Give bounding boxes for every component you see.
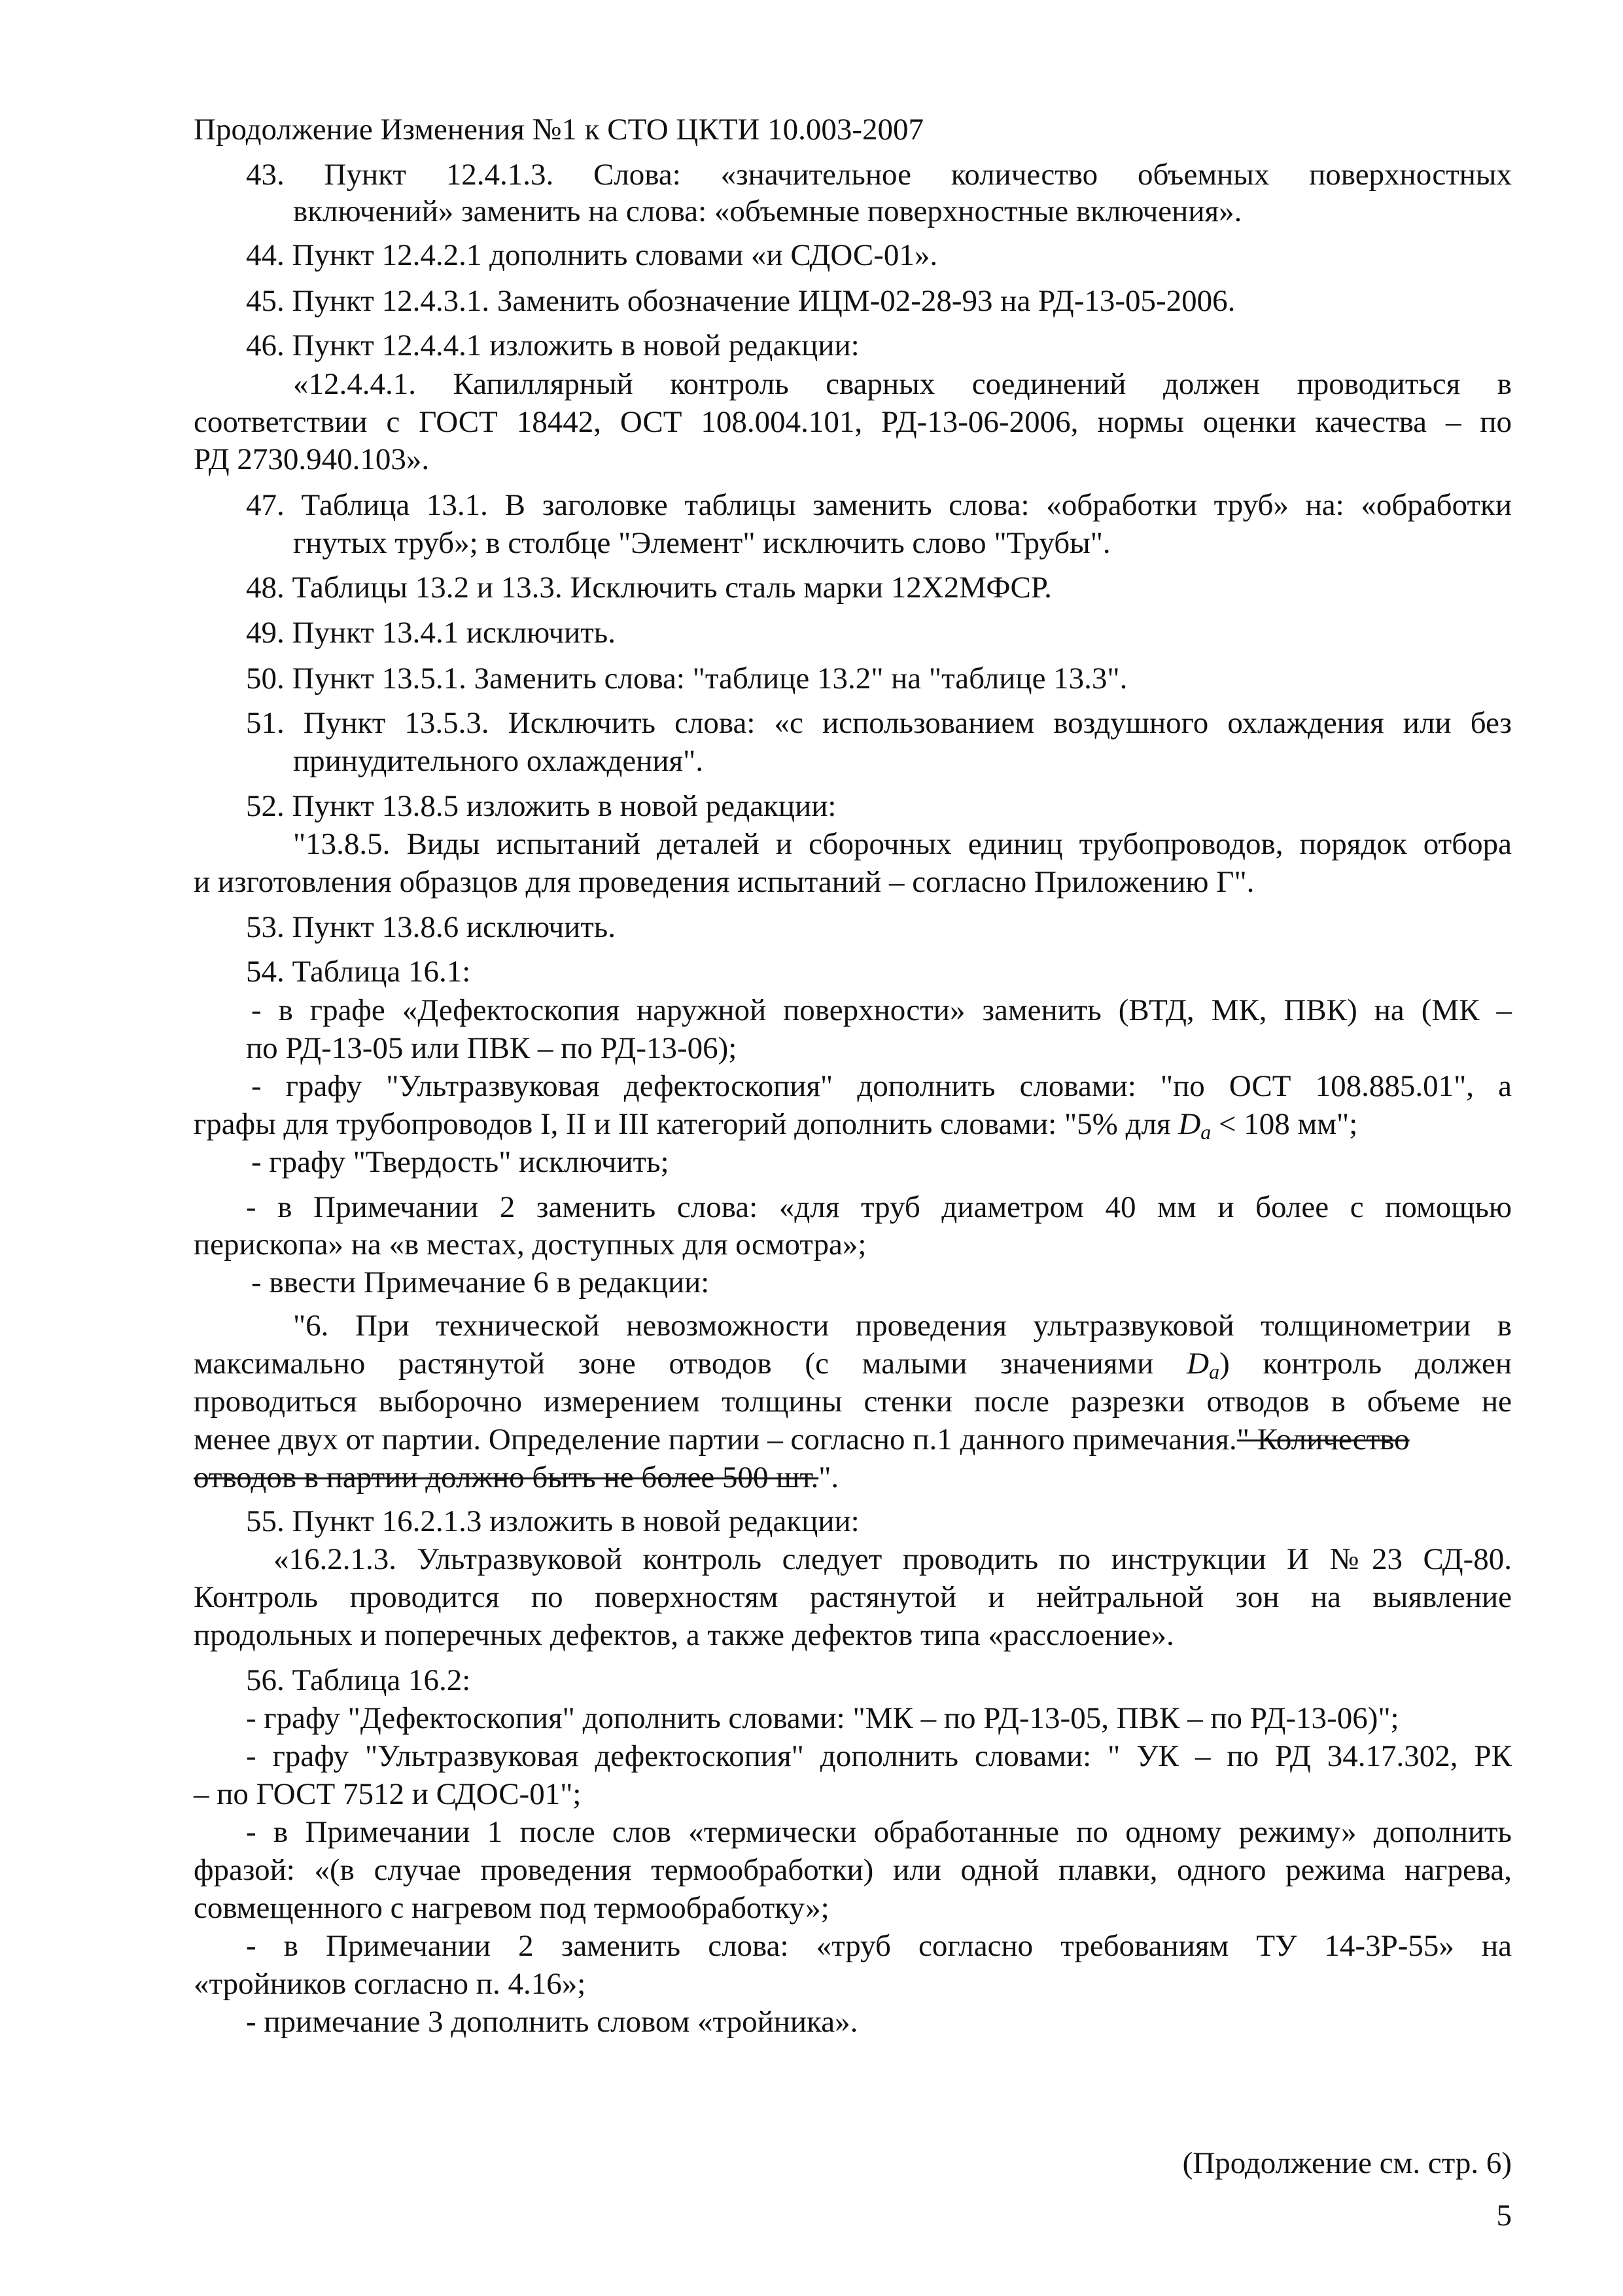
item-54-line-10: "6. При технической невозможности проведения ультразвуковой толщинометрии в xyxy=(293,1309,1512,1343)
item-56-line-9: «тройников согласно п. 4.16»; xyxy=(194,1967,586,2001)
item-43-word: 43. Пункт xyxy=(246,158,406,192)
item-54-line-5-text: графы для трубопроводов I, II и III категорий дополнить словами: "5% для xyxy=(194,1107,1179,1141)
item-54-line-11-tail: ) контроль должен xyxy=(1219,1347,1512,1381)
item-54-line-4: - графу "Ультразвуковая дефектоскопия" дополнить словами: "по ОСТ 108.885.01", а xyxy=(251,1069,1512,1103)
item-54-line-11 xyxy=(194,1344,1512,1383)
item-54-line-5 xyxy=(194,1104,1357,1144)
item-54-line-13 xyxy=(194,1420,1410,1459)
item-54-line-11-text: максимально растянутой зоне отводов (с малыми значениями xyxy=(194,1347,1187,1381)
item-43-word: Слова: xyxy=(593,158,681,192)
item-54-line-2: - в графе «Дефектоскопия наружной поверхности» заменить (ВТД, МК, ПВК) на (МК – xyxy=(251,993,1512,1027)
struck-text: " Количество xyxy=(1236,1422,1410,1457)
item-50: 50. Пункт 13.5.1. Заменить слова: "таблице 13.2" на "таблице 13.3". xyxy=(246,662,1128,696)
item-51-line-2: принудительного охлаждения". xyxy=(293,744,704,778)
item-54-line-9: - ввести Примечание 6 в редакции: xyxy=(251,1265,710,1299)
item-55-line-4: продольных и поперечных дефектов, а также дефектов типа «расслоение». xyxy=(194,1618,1174,1652)
item-46-line-3: соответствии с ГОСТ 18442, ОСТ 108.004.101, РД-13-06-2006, нормы оценки качества – по xyxy=(194,405,1512,439)
item-51-line-1: 51. Пункт 13.5.3. Исключить слова: «с использованием воздушного охлаждения или без xyxy=(246,706,1512,740)
item-56-line-6: фразой: «(в случае проведения термообработки) или одной плавки, одного режима нагрева, xyxy=(194,1853,1512,1887)
item-52-line-1: 52. Пункт 13.8.5 изложить в новой редакции: xyxy=(246,789,837,823)
item-45: 45. Пункт 12.4.3.1. Заменить обозначение ИЦМ-02-28-93 на РД-13-05-2006. xyxy=(246,284,1236,318)
item-53: 53. Пункт 13.8.6 исключить. xyxy=(246,910,616,944)
item-55-line-3: Контроль проводится по поверхностям растянутой и нейтральной зон на выявление xyxy=(194,1580,1512,1614)
item-56-line-4: – по ГОСТ 7512 и СДОС-01"; xyxy=(194,1777,582,1811)
item-54-line-5-tail: < 108 мм"; xyxy=(1211,1107,1358,1141)
item-56-line-2: - графу "Дефектоскопия" дополнить словами: "МК – по РД-13-05, ПВК – по РД-13-06)"; xyxy=(246,1701,1399,1735)
item-54-line-6: - графу "Твердость" исключить; xyxy=(251,1145,669,1179)
item-56-line-5: - в Примечании 1 после слов «термически обработанные по одному режиму» дополнить xyxy=(246,1815,1512,1849)
item-46-line-2: «12.4.4.1. Капиллярный контроль сварных соединений должен проводиться в xyxy=(293,367,1512,401)
item-56-line-1: 56. Таблица 16.2: xyxy=(246,1663,471,1697)
diameter-symbol: D xyxy=(1178,1107,1201,1141)
item-56-line-10: - примечание 3 дополнить словом «тройника». xyxy=(246,2005,858,2039)
item-43-word: объемных xyxy=(1137,158,1270,192)
item-43-word: поверхностных xyxy=(1309,158,1512,192)
diameter-symbol: D xyxy=(1187,1347,1210,1381)
item-55-line-2: «16.2.1.3. Ультразвуковой контроль следует проводить по инструкции И №23 СД-80. xyxy=(273,1542,1512,1576)
item-56-line-7: совмещенного с нагревом под термообработку»; xyxy=(194,1891,829,1925)
item-43-word: «значительное xyxy=(720,158,911,192)
item-43-word: 12.4.1.3. xyxy=(445,158,554,192)
item-54-line-13-text: менее двух от партии. Определение партии – согласно п.1 данного примечания. xyxy=(194,1422,1237,1457)
item-54-line-14 xyxy=(194,1458,839,1497)
item-47-line-1: 47. Таблица 13.1. В заголовке таблицы заменить слова: «обработки труб» на: «обработки xyxy=(246,488,1512,522)
continuation-note: (Продолжение см. стр. 6) xyxy=(1182,2146,1512,2180)
item-43-line-2: включений» заменить на слова: «объемные поверхностные включения». xyxy=(293,194,1242,228)
item-47-line-2: гнутых труб»; в столбце "Элемент" исключить слово "Трубы". xyxy=(293,526,1111,560)
item-54-line-8: перископа» на «в местах, доступных для осмотра»; xyxy=(194,1227,867,1262)
diameter-subscript: a xyxy=(1209,1360,1220,1383)
item-54-line-1: 54. Таблица 16.1: xyxy=(246,955,471,989)
item-54-line-3: по РД-13-05 или ПВК – по РД-13-06); xyxy=(246,1031,737,1065)
item-56-line-8: - в Примечании 2 заменить слова: «труб согласно требованиям ТУ 14-3Р-55» на xyxy=(246,1929,1512,1963)
diameter-subscript: a xyxy=(1200,1120,1212,1144)
item-44: 44. Пункт 12.4.2.1 дополнить словами «и СДОС-01». xyxy=(246,238,938,272)
item-54-line-12: проводиться выборочно измерением толщины стенки после разрезки отводов в объеме не xyxy=(194,1385,1512,1419)
page-number: 5 xyxy=(1496,2199,1512,2233)
page-header: Продолжение Изменения №1 к СТО ЦКТИ 10.003-2007 xyxy=(194,113,924,147)
item-49: 49. Пункт 13.4.1 исключить. xyxy=(246,616,616,650)
item-46-line-4: РД 2730.940.103». xyxy=(194,442,430,476)
item-43-word: количество xyxy=(951,158,1098,192)
item-48: 48. Таблицы 13.2 и 13.3. Исключить сталь марки 12Х2МФСР. xyxy=(246,571,1052,605)
item-54-line-14-end: ". xyxy=(818,1460,839,1494)
item-46-line-1: 46. Пункт 12.4.4.1 изложить в новой редакции: xyxy=(246,328,860,362)
item-52-line-3: и изготовления образцов для проведения испытаний – согласно Приложению Г". xyxy=(194,865,1255,899)
item-43-line-1 xyxy=(246,155,1512,194)
item-56-line-3: - графу "Ультразвуковая дефектоскопия" дополнить словами: " УК – по РД 34.17.302, РК xyxy=(246,1739,1512,1773)
item-52-line-2: "13.8.5. Виды испытаний деталей и сборочных единиц трубопроводов, порядок отбора xyxy=(293,827,1512,861)
item-55-line-1: 55. Пункт 16.2.1.3 изложить в новой редакции: xyxy=(246,1504,860,1538)
item-54-line-7: - в Примечании 2 заменить слова: «для труб диаметром 40 мм и более с помощью xyxy=(246,1190,1512,1224)
struck-text: отводов в партии должно быть не более 500 шт. xyxy=(194,1460,819,1494)
